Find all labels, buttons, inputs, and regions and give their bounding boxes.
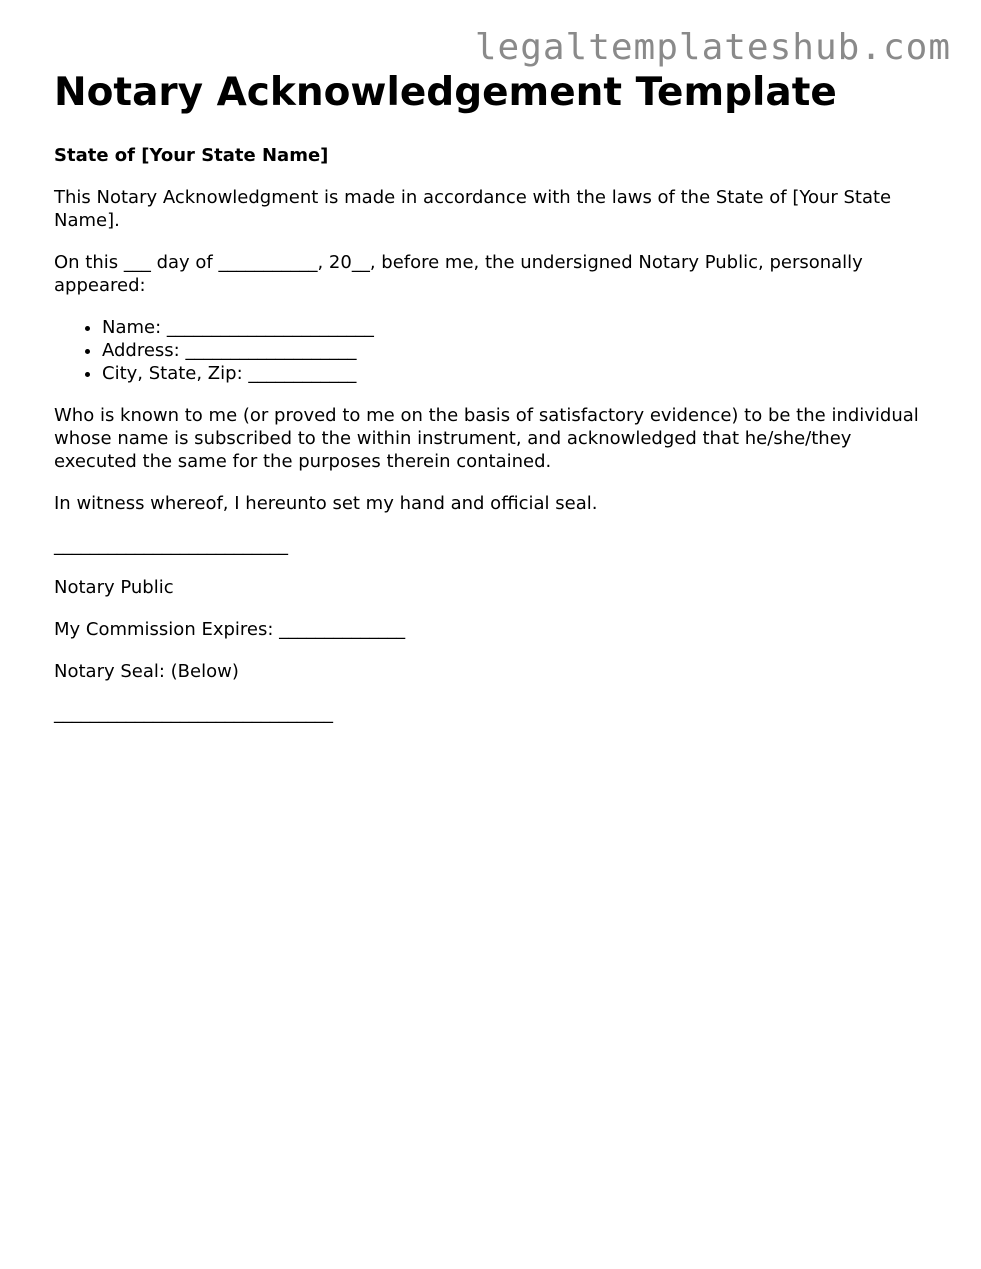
commission-expires: My Commission Expires: ______________ bbox=[54, 619, 406, 640]
field-city-state-zip: • City, State, Zip: ____________ bbox=[102, 362, 934, 385]
seal-line: _______________________________ bbox=[54, 703, 333, 724]
intro-paragraph: This Notary Acknowledgment is made in accordance with the laws of the State of [Your State Name]. bbox=[54, 187, 892, 231]
acknowledgement-paragraph: Who is known to me (or proved to me on the basis of satisfactory evidence) to be the individual whose name is subscribed to the within instrument, and acknowledged that he/she/they executed the same for the purposes therein contained. bbox=[54, 405, 919, 472]
field-name: • Name: _______________________ bbox=[102, 316, 934, 339]
appearance-paragraph: On this ___ day of ___________, 20__, before me, the undersigned Notary Public, personally appeared: bbox=[54, 252, 863, 296]
notary-public-label: Notary Public bbox=[54, 577, 174, 598]
page-title: Notary Acknowledgement Template bbox=[54, 70, 837, 115]
document-body bbox=[54, 70, 934, 725]
field-address: • Address: ___________________ bbox=[102, 339, 934, 362]
state-heading: State of [Your State Name] bbox=[54, 145, 329, 166]
notary-seal-label: Notary Seal: (Below) bbox=[54, 661, 239, 682]
appearer-fields-list bbox=[54, 316, 934, 385]
witness-paragraph: In witness whereof, I hereunto set my hand and official seal. bbox=[54, 493, 598, 514]
watermark: legaltemplateshub.com bbox=[474, 27, 951, 68]
signature-line: __________________________ bbox=[54, 535, 288, 556]
